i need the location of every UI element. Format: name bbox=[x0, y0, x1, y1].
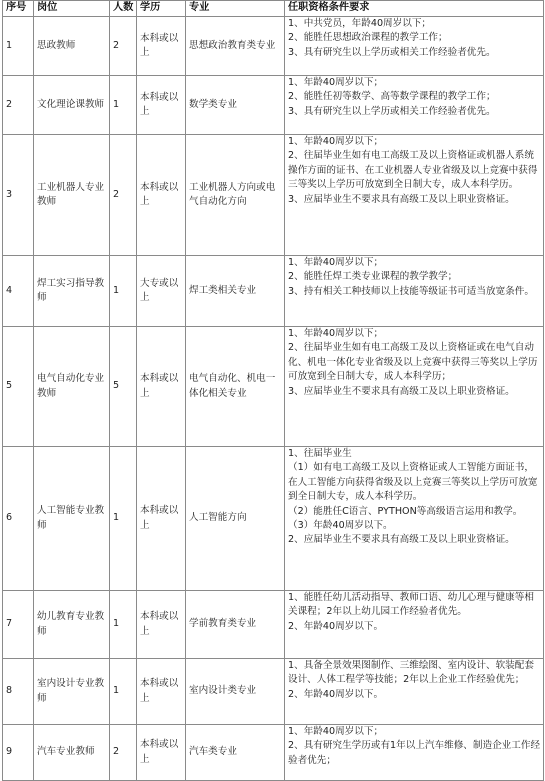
table-row bbox=[3, 659, 544, 725]
requirement-line: 1、年龄40周岁以下； bbox=[288, 77, 384, 88]
cell-no: 7 bbox=[3, 591, 34, 659]
cell-count: 2 bbox=[110, 725, 137, 781]
cell-no: 6 bbox=[3, 447, 34, 591]
cell-requirements bbox=[285, 327, 544, 447]
table-row bbox=[3, 327, 544, 447]
table-row bbox=[3, 135, 544, 256]
cell-education: 本科或以上 bbox=[137, 591, 186, 659]
cell-major: 学前教育类专业 bbox=[186, 591, 285, 659]
table-row bbox=[3, 17, 544, 76]
cell-major: 电气自动化、机电一体化相关专业 bbox=[186, 327, 285, 447]
cell-no: 3 bbox=[3, 135, 34, 256]
requirement-line: 3、具有研究生以上学历或相关工作经验者优先。 bbox=[288, 46, 496, 58]
cell-major: 焊工类相关专业 bbox=[186, 256, 285, 327]
cell-count: 1 bbox=[110, 76, 137, 135]
requirement-line: 1、具备全景效果图制作、三维绘图、室内设计、软装配套设计、人体工程学等技能；2年以上企业工作经验优先； bbox=[288, 660, 534, 686]
cell-position: 文化理论课教师 bbox=[34, 76, 110, 135]
cell-requirements bbox=[285, 135, 544, 256]
requirement-line: 1、能胜任幼儿活动指导、教师口语、幼儿心理与健康等相关课程；2年以上幼儿园工作经验者优先。 bbox=[288, 592, 534, 618]
requirement-line: 3、持有相关工种技师以上技能等级证书可适当放宽条件。 bbox=[288, 285, 534, 297]
cell-count: 2 bbox=[110, 135, 137, 256]
requirement-line: 1、往届毕业生 bbox=[288, 448, 352, 459]
cell-count: 1 bbox=[110, 447, 137, 591]
cell-education: 本科或以上 bbox=[137, 76, 186, 135]
requirement-line: 3、应届毕业生不要求具有高级工及以上职业资格证。 bbox=[288, 193, 515, 205]
cell-major: 室内设计类专业 bbox=[186, 659, 285, 725]
cell-position: 工业机器人专业教师 bbox=[34, 135, 110, 256]
requirement-line: 2、能胜任初等数学、高等数学课程的教学工作； bbox=[288, 91, 496, 103]
requirement-line: 2、年龄40周岁以下。 bbox=[288, 620, 384, 632]
requirement-line: 2、能胜任思想政治课程的教学工作； bbox=[288, 32, 448, 44]
cell-requirements bbox=[285, 591, 544, 659]
cell-no: 4 bbox=[3, 256, 34, 327]
cell-education: 本科或以上 bbox=[137, 659, 186, 725]
cell-no: 5 bbox=[3, 327, 34, 447]
cell-no: 9 bbox=[3, 725, 34, 781]
requirement-line: 1、年龄40周岁以下； bbox=[288, 726, 384, 737]
cell-no: 2 bbox=[3, 76, 34, 135]
header-education: 学历 bbox=[137, 1, 186, 17]
cell-education: 本科或以上 bbox=[137, 17, 186, 76]
requirement-line: 1、年龄40周岁以下； bbox=[288, 257, 384, 268]
cell-position: 人工智能专业教师 bbox=[34, 447, 110, 591]
cell-no: 8 bbox=[3, 659, 34, 725]
requirement-line: （3）年龄40周岁以下。 bbox=[288, 520, 393, 532]
requirement-line: 2、具有研究生学历或有1年以上汽车维修、制造企业工作经验者优先； bbox=[288, 740, 541, 766]
requirement-line: 2、能胜任焊工类专业课程的教学教学； bbox=[288, 271, 458, 283]
cell-education: 本科或以上 bbox=[137, 447, 186, 591]
cell-position: 焊工实习指导教师 bbox=[34, 256, 110, 327]
cell-count: 5 bbox=[110, 327, 137, 447]
table-row bbox=[3, 725, 544, 781]
cell-position: 汽车专业教师 bbox=[34, 725, 110, 781]
cell-position: 幼儿教育专业教师 bbox=[34, 591, 110, 659]
cell-requirements bbox=[285, 256, 544, 327]
cell-count: 1 bbox=[110, 659, 137, 725]
cell-major: 思想政治教育类专业 bbox=[186, 17, 285, 76]
requirement-line: 3、应届毕业生不要求具有高级工及以上职业资格证。 bbox=[288, 385, 515, 397]
cell-position: 思政教师 bbox=[34, 17, 110, 76]
table-row bbox=[3, 447, 544, 591]
header-position: 岗位 bbox=[34, 1, 110, 17]
requirement-line: 2、往届毕业生如有电工高级工及以上资格证或在电气自动化、机电一体化专业省级及以上竞赛中获得三等奖以上学历可放宽到全日制大专，成人本科学历； bbox=[288, 342, 538, 383]
table-row bbox=[3, 76, 544, 135]
header-major: 专业 bbox=[186, 1, 285, 17]
cell-position: 室内设计专业教师 bbox=[34, 659, 110, 725]
cell-requirements bbox=[285, 447, 544, 591]
table-header-row bbox=[3, 1, 544, 17]
recruitment-table bbox=[2, 0, 544, 781]
cell-major: 工业机器人方向或电气自动化方向 bbox=[186, 135, 285, 256]
cell-education: 本科或以上 bbox=[137, 135, 186, 256]
table-row bbox=[3, 591, 544, 659]
cell-major: 数学类专业 bbox=[186, 76, 285, 135]
cell-count: 2 bbox=[110, 17, 137, 76]
cell-requirements bbox=[285, 76, 544, 135]
requirement-line: 2、往届毕业生如有电工高级工及以上资格证或机器人系统操作方面的证书、在工业机器人专业省级及以上竞赛中获得三等奖以上学历可放宽到全日制大专，成人本科学历。 bbox=[288, 150, 538, 191]
cell-position: 电气自动化专业教师 bbox=[34, 327, 110, 447]
requirement-line: 2、应届毕业生不要求具有高级工及以上职业资格证。 bbox=[288, 534, 515, 546]
cell-education: 本科或以上 bbox=[137, 725, 186, 781]
cell-education: 大专或以上 bbox=[137, 256, 186, 327]
cell-count: 1 bbox=[110, 256, 137, 327]
header-no: 序号 bbox=[3, 1, 34, 17]
cell-requirements bbox=[285, 659, 544, 725]
requirement-line: 1、年龄40周岁以下； bbox=[288, 136, 384, 147]
requirement-line: 1、中共党员，年龄40周岁以下； bbox=[288, 18, 432, 29]
cell-no: 1 bbox=[3, 17, 34, 76]
cell-major: 汽车类专业 bbox=[186, 725, 285, 781]
cell-requirements bbox=[285, 17, 544, 76]
requirement-line: 1、年龄40周岁以下； bbox=[288, 328, 384, 339]
cell-major: 人工智能方向 bbox=[186, 447, 285, 591]
header-requirements: 任职资格条件要求 bbox=[285, 1, 544, 17]
requirement-line: 3、具有研究生以上学历或相关工作经验者优先。 bbox=[288, 105, 496, 117]
cell-count: 1 bbox=[110, 591, 137, 659]
requirement-line: 2、年龄40周岁以下。 bbox=[288, 688, 384, 700]
header-count: 人数 bbox=[110, 1, 137, 17]
table-row bbox=[3, 256, 544, 327]
requirement-line: （2）能胜任C语言、PYTHON等高级语言运用和教学。 bbox=[288, 505, 523, 517]
cell-education: 本科或以上 bbox=[137, 327, 186, 447]
cell-requirements bbox=[285, 725, 544, 781]
requirement-line: （1）如有电工高级工及以上资格证或人工智能方面证书，在人工智能方向获得省级及以上竞赛三等奖以上学历可放宽到全日制大专，成人本科学历。 bbox=[288, 462, 538, 503]
